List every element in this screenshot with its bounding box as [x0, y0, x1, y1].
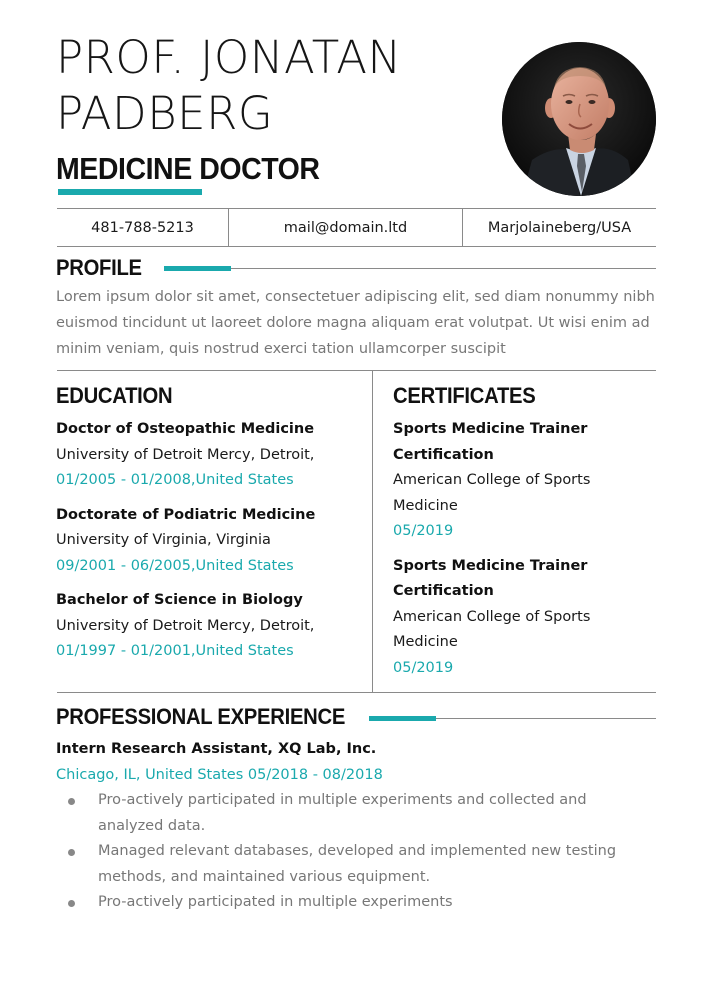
list-item — [56, 839, 656, 890]
certificates-heading: CERTIFICATES — [393, 383, 536, 408]
certificate-date: 05/2019 — [393, 523, 454, 539]
column-divider — [372, 370, 373, 692]
education-item — [56, 417, 366, 494]
education-dates: 01/1997 - 01/2001,United States — [56, 643, 294, 659]
certificate-issuer: American College of Sports Medicine — [393, 472, 591, 514]
contact-location: Marjolaineberg/USA — [487, 219, 632, 236]
education-degree: Doctor of Osteopathic Medicine — [56, 421, 315, 437]
education-degree: Bachelor of Science in Biology — [56, 592, 303, 608]
job-title: MEDICINE DOCTOR — [56, 151, 320, 186]
profile-text: Lorem ipsum dolor sit amet, consectetuer adipiscing elit, sed diam nonummy nibh euismod tincidunt ut laoreet dolore magna aliquam erat volutpat. Ut wisi enim ad minim veniam, quis nostrud exerci tation ullamcorper suscipit — [56, 289, 655, 357]
education-school: University of Detroit Mercy, Detroit, — [56, 446, 315, 463]
education-heading: EDUCATION — [56, 383, 173, 408]
bullet-icon — [68, 849, 75, 856]
education-degree: Doctorate of Podiatric Medicine — [56, 506, 316, 523]
experience-location-dates: Chicago, IL, United States 05/2018 - 08/2018 — [56, 766, 383, 783]
experience-bullets — [56, 788, 656, 916]
section-divider-top — [57, 370, 656, 371]
education-dates: 09/2001 - 06/2005,United States — [56, 557, 294, 574]
profile-rule — [231, 268, 656, 269]
contact-email: mail@domain.ltd — [229, 209, 463, 246]
education-school: University of Detroit Mercy, Detroit, — [56, 617, 315, 634]
profile-photo — [502, 42, 656, 196]
certificate-item — [393, 554, 653, 682]
bullet-icon — [68, 900, 75, 907]
certificate-title: Sports Medicine Trainer Certification — [393, 421, 588, 463]
certificate-date: 05/2019 — [393, 659, 454, 676]
certificates-list — [393, 417, 653, 690]
certificate-issuer: American College of Sports Medicine — [393, 608, 591, 650]
experience-rule — [436, 718, 656, 719]
portrait-photo-icon — [502, 42, 656, 196]
bullet-text: Managed relevant databases, developed and implemented new testing methods, and maintained various equipment. — [98, 843, 617, 885]
certificate-item — [393, 417, 653, 545]
section-divider-bottom — [57, 692, 656, 693]
list-item — [56, 890, 656, 916]
profile-accent-bar — [164, 266, 231, 271]
experience-header — [56, 737, 656, 788]
bullet-text: Pro-actively participated in multiple experiments and collected and analyzed data. — [98, 792, 587, 834]
contact-phone: 481-788-5213 — [57, 209, 229, 246]
list-item — [56, 788, 656, 839]
experience-heading: PROFESSIONAL EXPERIENCE — [56, 704, 346, 729]
bullet-icon — [68, 798, 75, 805]
contact-bar — [57, 208, 656, 247]
title-accent-bar — [58, 189, 202, 195]
certificate-title: Sports Medicine Trainer Certification — [393, 557, 588, 599]
education-school: University of Virginia, Virginia — [56, 532, 271, 548]
education-item — [56, 503, 366, 580]
education-item — [56, 588, 366, 665]
experience-role: Intern Research Assistant, XQ Lab, Inc. — [56, 741, 377, 757]
bullet-text: Pro-actively participated in multiple experiments — [98, 894, 453, 910]
candidate-name: PROF. JONATAN PADBERG — [56, 31, 402, 140]
education-dates: 01/2005 - 01/2008,United States — [56, 472, 294, 488]
experience-accent-bar — [369, 716, 436, 721]
education-list — [56, 417, 366, 674]
profile-heading: PROFILE — [56, 255, 142, 280]
